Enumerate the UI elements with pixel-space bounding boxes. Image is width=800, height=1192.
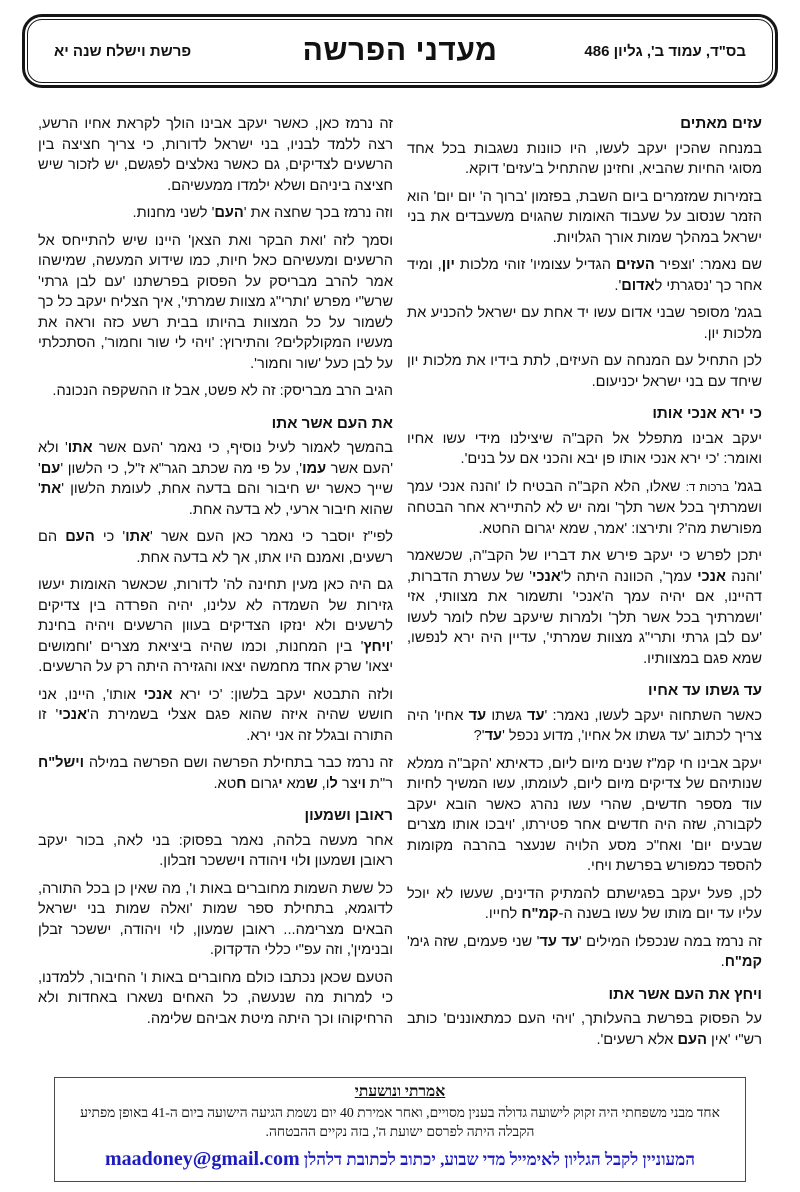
subscribe-line	[67, 1148, 733, 1171]
paragraph: וסמך לזה 'ואת הבקר ואת הצאן' היינו שיש להתייחס אל הרשעים ומעשיהם כאל חיות, כמו שידוע המעשה, שמישהו אמר להרב מבריסק על הפסוק בפרשתנו 'עם לבן גרתי' שרש"י מפרש 'ותרי"ג מצוות שמרתי', איך הצליח יעקב כל כך לשמור על כל המצוות בהיותו בבית רשע כזה וראה את מעשיו המקולקלים? והתירוץ: 'ויהי לי שור וחמור', הסתכלתי על לבן כעל 'שור וחמור'.	[38, 232, 393, 372]
paragraph: שם נאמר: 'וצפיר העזים הגדיל עצומיו' זוהי מלכות יון, ומיד אחר כך 'נסגרתי לאדום'.	[407, 257, 762, 294]
paragraph: כל ששת השמות מחוברים באות ו', מה שאין כן בכל התורה, לדוגמא, בתחילת ספר שמות 'ואלה שמות בני ישראל הבאים מצרימה... ראובן שמעון, לוי ויהודה, יששכר זבלן ובנימין', וזה עפ"י כללי הדקדוק.	[38, 880, 393, 958]
paragraph: לכן, פעל יעקב בפגישתם להמתיק הדינים, שעשו לא יוכל עליו עד יום מותו של עשו בשנה ה-קמ"ח לחייו.	[407, 885, 762, 922]
testimonial-box	[54, 1077, 746, 1182]
paragraph: בגמ' מסופר שבני אדום עשו יד אחת עם ישראל להכניע את מלכות יון.	[407, 305, 762, 342]
paragraph: לכן התחיל עם המנחה עם העיזים, לתת בידיו את מלכות יון שיחד עם בני ישראל יכניעום.	[407, 353, 762, 390]
testimonial-line-2: הקבלה היתה לפרסם ישועת ה', בזה נקיים ההבטחה.	[265, 1124, 535, 1139]
paragraph: זה נרמז כאן, כאשר יעקב אבינו הולך לקראת אחיו הרשע, רצה ללמד לבניו, בני ישראל לדורות, כי צריך חציצה בין הרשעים לצדיקים, גם כאשר נאלצים לפגשם, יש לזכור שיש חציצה ביניהם ושלא ילמדו ממעשיהם.	[38, 116, 393, 194]
paragraph: הטעם שכאן נכתבו כולם מחוברים באות ו' החיבור, ללמדנו, כי למרות מה שנעשה, כל האחים נשארו באחדות ולא הרחיקוהו וכך היתה מיטת אביהם שלימה.	[38, 969, 393, 1027]
paragraph: בגמ' ברכות ד: שאלו, הלא הקב"ה הבטיח לו 'והנה אנכי עמך ושמרתיך בכל אשר תלך' ומה יש לא להתיירא אחר הבטחה מפורשת מה'? ותירצו: 'אמר, שמא יגרום החטא.	[407, 478, 762, 537]
column-right	[407, 114, 762, 1057]
paragraph: לפי"ז יוסבר כי נאמר כאן העם אשר 'אתו' כי העם הם רשעים, ואמנם היו אתו, אך לא בדעה אחת.	[38, 529, 393, 566]
subscribe-text: המעוניין לקבל הגליון לאימייל מדי שבוע, יכתוב לכתובת דלהלן	[303, 1150, 696, 1169]
paragraph: במנחה שהכין יעקב לעשו, היו כוונות נשגבות בכל אחד מסוגי החיות שהביא, וחזינן שהתחיל ב'עזים' דוקא.	[407, 140, 762, 177]
issue-info: בס"ד, עמוד ב', גליון 486	[584, 42, 746, 60]
paragraph: זה נרמז במה שנכפלו המילים 'עד עד' שני פעמים, שזה גימ' קמ"ח.	[407, 933, 762, 970]
section-heading: ויחץ את העם אשר אתו	[608, 985, 762, 1003]
paragraph: בזמירות שמזמרים ביום השבת, בפזמון 'ברוך ה' יום יום' הוא הזמר שנסוב על שעבוד האומות שהגוים משעבדים את בני ישראל במהלך שמות אורך הגלויות.	[407, 188, 762, 246]
section-heading: עד גשתו עד אחיו	[648, 682, 762, 699]
paragraph: יעקב אבינו מתפלל אל הקב"ה שיצילנו מידי עשו אחיו ואומר: 'כי ירא אנכי אותו פן יבא והכני אם על בנים'.	[407, 430, 762, 467]
parasha-info: פרשת וישלח שנה יא	[54, 42, 192, 60]
section-heading: כי ירא אנכי אותו	[652, 405, 762, 422]
testimonial-title: אמרתי ונושעתי	[354, 1083, 446, 1100]
paragraph: יתכן לפרש כי יעקב פירש את דבריו של הקב"ה, שכשאמר 'והנה אנכי עמך', הכוונה היתה ל'אנכי' של עשרת הדברות, דהיינו, אם יהיה עמך ה'אנכי' ותשמור את מצוותי, אזי 'ושמרתיך בכל אשר תלך' ולמרות שיעקב שלח לומר לעשו 'עם לבן גרתי ותרי"ג מצוות שמרתי', עדיין היה ירא לנפשו, שמא פגם במצוותיו.	[407, 548, 762, 667]
paragraph: ולזה התבטא יעקב בלשון: 'כי ירא אנכי אותו', היינו, אני חושש שהיה איזה שהוא פגם אצלי בשמירת ה'אנכי' זו התורה ובגלל זה אני ירא.	[38, 686, 394, 744]
section-heading: עזים מאתים	[680, 115, 762, 132]
paragraph: יעקב אבינו חי קמ"ז שנים מיום ליום, כדאיתא 'הקב"ה ממלא שנותיהם של צדיקים מיום ליום, לעומתו, עשו המשיך לחיות עוד מספר חדשים, שהרי עשו נהרג כאשר הובא יעקב לקבורה, שזה היה חדשים אחר פטירתו, 'ויבכו אותו מצרים שבעים יום' ואח"כ מסע הלויה שנעצר בהרבה מקומות להספד כמפורש בפרשת ויחי.	[407, 755, 762, 874]
section-heading: ראובן ושמעון	[304, 807, 393, 824]
paragraph: הגיב הרב מבריסק: זה לא פשט, אבל זו ההשקפה הנכונה.	[52, 383, 393, 399]
email-link[interactable]: maadoney@gmail.com	[104, 1148, 300, 1170]
paragraph: אחר מעשה בלהה, נאמר בפסוק: בני לאה, בכור יעקב ראובן ושמעון ולוי ויהודה ויששכר וזבלון.	[38, 832, 393, 869]
paragraph: גם היה כאן מעין תחינה לה' לדורות, שכאשר האומות יעשו גזירות של השמדה לא עלינו, יהיה הפרדה בין צדיקים לרשעים ולא ינזקו הצדיקים בעוון הרשעים ויהיה בחינת 'ויחץ' בין המחנות, וכמו שהיה ביציאת מצרים 'וחמושים יצאו' שרק אחד מחמשה יצאו והגזירה היתה רק על הרשעים.	[38, 577, 393, 675]
masthead	[22, 14, 778, 88]
paragraph: כאשר השתחוה יעקב לעשו, נאמר: 'עד גשתו עד אחיו' היה צריך לכתוב 'עד גשתו אל אחיו', מדוע נכפל 'עד'?	[407, 707, 762, 744]
paragraph: בהמשך לאמור לעיל נוסיף, כי נאמר 'העם אשר אתו' ולא 'העם אשר עמו', על פי מה שכתב הגר"א ז"ל, כי הלשון 'עם' שייך כאשר יש חיבור והם בדעה אחת, לעומת הלשון 'את' שהוא חיבור ארעי, לא בדעה אחת.	[38, 440, 393, 518]
article-columns	[38, 114, 762, 1057]
column-left	[38, 114, 393, 1057]
section-heading: את העם אשר אתו	[271, 414, 393, 432]
paragraph: זה נרמז כבר בתחילת הפרשה ושם הפרשה במילה וישל"ח ר"ת ויצר לו, שמא יגרום חטא.	[38, 755, 393, 792]
paragraph: על הפסוק בפרשת בהעלותך, 'ויהי העם כמתאוננים' כותב רש"י 'אין העם אלא רשעים'.	[407, 1011, 762, 1048]
masthead-inner	[27, 19, 773, 83]
paragraph: וזה נרמז בכך שחצה את 'העם' לשני מחנות.	[132, 205, 393, 221]
newsletter-title: מעדני הפרשה	[302, 34, 498, 67]
testimonial-line-1: אחד מבני משפחתי היה זקוק לישועה גדולה בענין מסויים, ואחר אמירת 40 יום נשמת הגיעה הישועה ביום ה-41 באופן מפתיע	[80, 1105, 720, 1120]
